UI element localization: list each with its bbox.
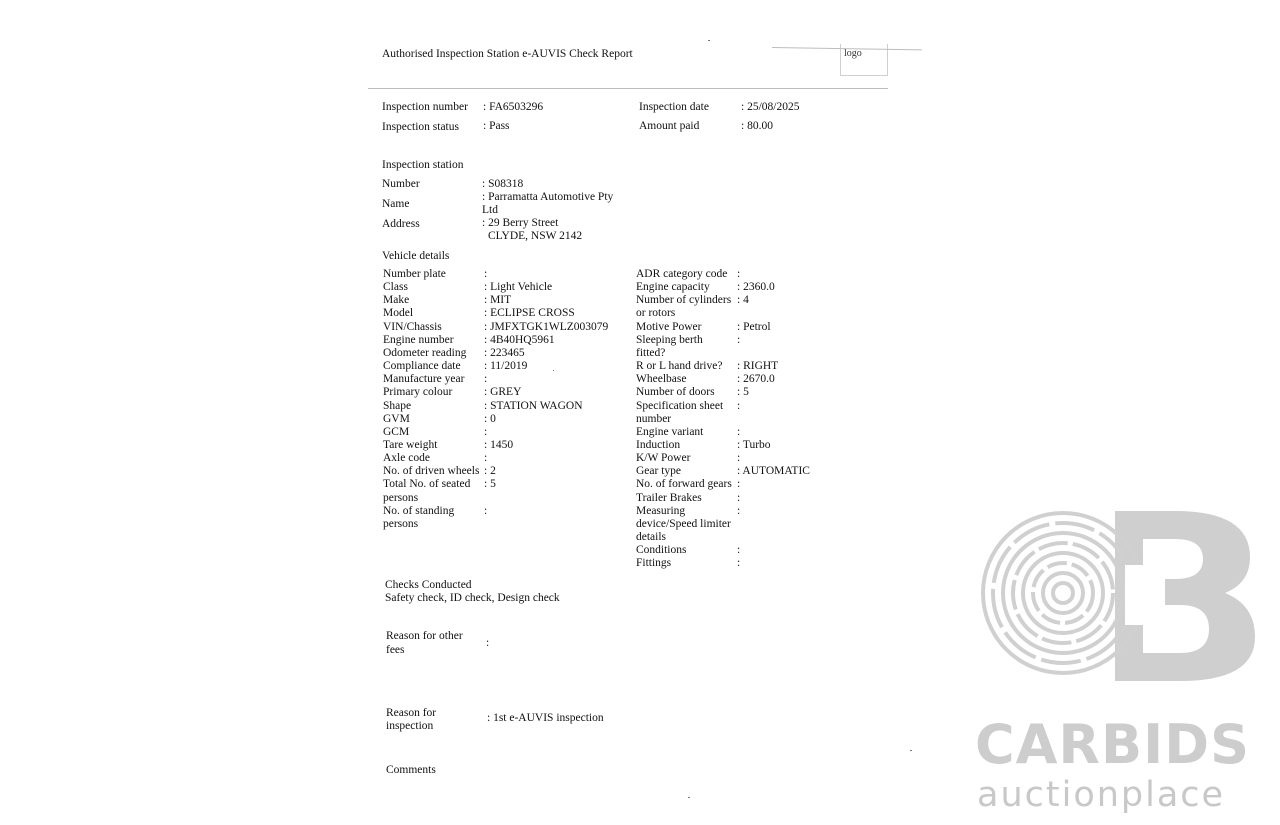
header-divider [368,88,888,89]
left-row-value: : STATION WAGON [484,400,583,412]
inspection-number-label: Inspection number [382,101,468,113]
left-row-label: Primary colour [383,386,453,398]
right-row-value: : Petrol [737,321,771,333]
right-row-value: : [737,492,741,504]
left-row-value: : [484,426,488,438]
right-row-label-cont: fitted? [636,347,666,359]
left-row-label: Make [383,294,410,306]
right-row-label: Gear type [636,465,682,477]
right-row-label-cont: or rotors [636,307,676,319]
other-fees-label-1: Reason for other [386,630,463,642]
amount-paid-label: Amount paid [639,120,700,132]
left-row-value: : [484,452,488,464]
station-address-value-2: CLYDE, NSW 2142 [488,230,583,242]
left-row-value: : 4B40HQ5961 [484,334,555,346]
left-row-value: : 223465 [484,347,525,359]
left-row-label: GVM [383,413,410,425]
station-name-label: Name [382,198,410,210]
watermark-brand: CARBIDS [975,713,1250,776]
left-row-value: : 11/2019 [484,360,528,372]
left-row-value: : 1450 [484,439,514,451]
right-row-label: K/W Power [636,452,691,464]
left-row-label: Shape [383,400,412,412]
left-row-label: Compliance date [383,360,461,372]
left-row-label-cont: persons [383,518,419,530]
left-row-value: : [484,268,488,280]
checks-value: Safety check, ID check, Design check [385,592,560,604]
left-row-label: VIN/Chassis [383,321,442,333]
right-row-label: Engine variant [636,426,704,438]
right-row-label: Number of cylinders [636,294,732,306]
checks-heading: Checks Conducted [385,579,472,591]
station-number-label: Number [382,178,420,190]
right-row-value: : 4 [737,294,749,306]
right-row-value: : [737,268,741,280]
scan-speck [708,40,710,41]
right-row-value: : 5 [737,386,749,398]
left-row-label: Axle code [383,452,430,464]
carbids-watermark [975,505,1260,825]
vehicle-heading: Vehicle details [382,250,450,262]
inspection-status-label: Inspection status [382,121,459,133]
left-row-value: : [484,505,488,517]
left-row-label: Number plate [383,268,446,280]
amount-paid-value: : 80.00 [741,120,773,132]
left-row-label: GCM [383,426,410,438]
right-row-label-cont: number [636,413,672,425]
right-row-label-cont: details [636,531,667,543]
station-heading: Inspection station [382,159,464,171]
right-row-label: Specification sheet [636,400,724,412]
report-title: Authorised Inspection Station e-AUVIS Check Report [382,48,633,60]
left-row-label: No. of driven wheels [383,465,480,477]
right-row-value: : [737,452,741,464]
right-row-value: : [737,400,741,412]
left-row-value: : GREY [484,386,522,398]
left-row-value: : 5 [484,478,496,490]
station-address-value-1: : 29 Berry Street [482,217,559,229]
right-row-value: : [737,426,741,438]
scan-speck [910,750,912,751]
left-row-label: Class [383,281,408,293]
inspection-date-value: : 25/08/2025 [741,101,800,113]
right-row-label-cont: device/Speed limiter [636,518,731,530]
left-row-label: Total No. of seated [383,478,471,490]
right-row-label: Fittings [636,557,672,569]
watermark-tagline: auctionplace [977,775,1226,815]
right-row-label: Engine capacity [636,281,710,293]
inspection-number-value: : FA6503296 [483,101,544,113]
carbids-fingerprint-logo-icon [975,505,1260,705]
right-row-label: Trailer Brakes [636,492,702,504]
right-row-label: No. of forward gears [636,478,732,490]
left-row-label: Model [383,307,414,319]
reason-value: : 1st e-AUVIS inspection [487,712,604,724]
right-row-label: Measuring [636,505,686,517]
scan-speck [553,370,554,371]
station-number-value: : S08318 [482,178,524,190]
right-row-value: : 2360.0 [737,281,775,293]
station-name-value-2: Ltd [482,204,498,216]
station-address-label: Address [382,218,420,230]
left-row-label: Tare weight [383,439,438,451]
reason-label-1: Reason for [386,707,437,719]
inspection-date-label: Inspection date [639,101,709,113]
left-row-value: : MIT [484,294,512,306]
left-row-label: Odometer reading [383,347,467,359]
station-name-value-1: : Parramatta Automotive Pty [482,191,614,203]
right-row-value: : Turbo [737,439,771,451]
comments-label: Comments [386,764,436,776]
left-row-value: : 0 [484,413,496,425]
right-row-label: Sleeping berth [636,334,703,346]
right-row-value: : [737,557,741,569]
right-row-value: : 2670.0 [737,373,775,385]
left-row-label: Engine number [383,334,454,346]
scan-speck [688,797,690,798]
right-row-label: Motive Power [636,321,702,333]
right-row-value: : AUTOMATIC [737,465,810,477]
right-row-label: Conditions [636,544,687,556]
right-row-value: : [737,544,741,556]
right-row-value: : [737,334,741,346]
left-row-label: Manufacture year [383,373,465,385]
left-row-label: No. of standing [383,505,455,517]
reason-label-2: inspection [386,720,434,732]
inspection-status-value: : Pass [483,120,510,132]
right-row-label: Wheelbase [636,373,687,385]
right-row-label: Number of doors [636,386,715,398]
left-row-value: : ECLIPSE CROSS [484,307,575,319]
logo-text: logo [844,48,862,59]
right-row-value: : [737,505,741,517]
left-row-value: : [484,373,488,385]
right-row-label: Induction [636,439,681,451]
left-row-value: : 2 [484,465,496,477]
left-row-label-cont: persons [383,492,419,504]
other-fees-value: : [486,637,490,649]
right-row-value: : RIGHT [737,360,779,372]
right-row-label: R or L hand drive? [636,360,723,372]
right-row-value: : [737,478,741,490]
left-row-value: : JMFXTGK1WLZ003079 [484,321,609,333]
right-row-label: ADR category code [636,268,728,280]
left-row-value: : Light Vehicle [484,281,553,293]
other-fees-label-2: fees [386,644,405,656]
